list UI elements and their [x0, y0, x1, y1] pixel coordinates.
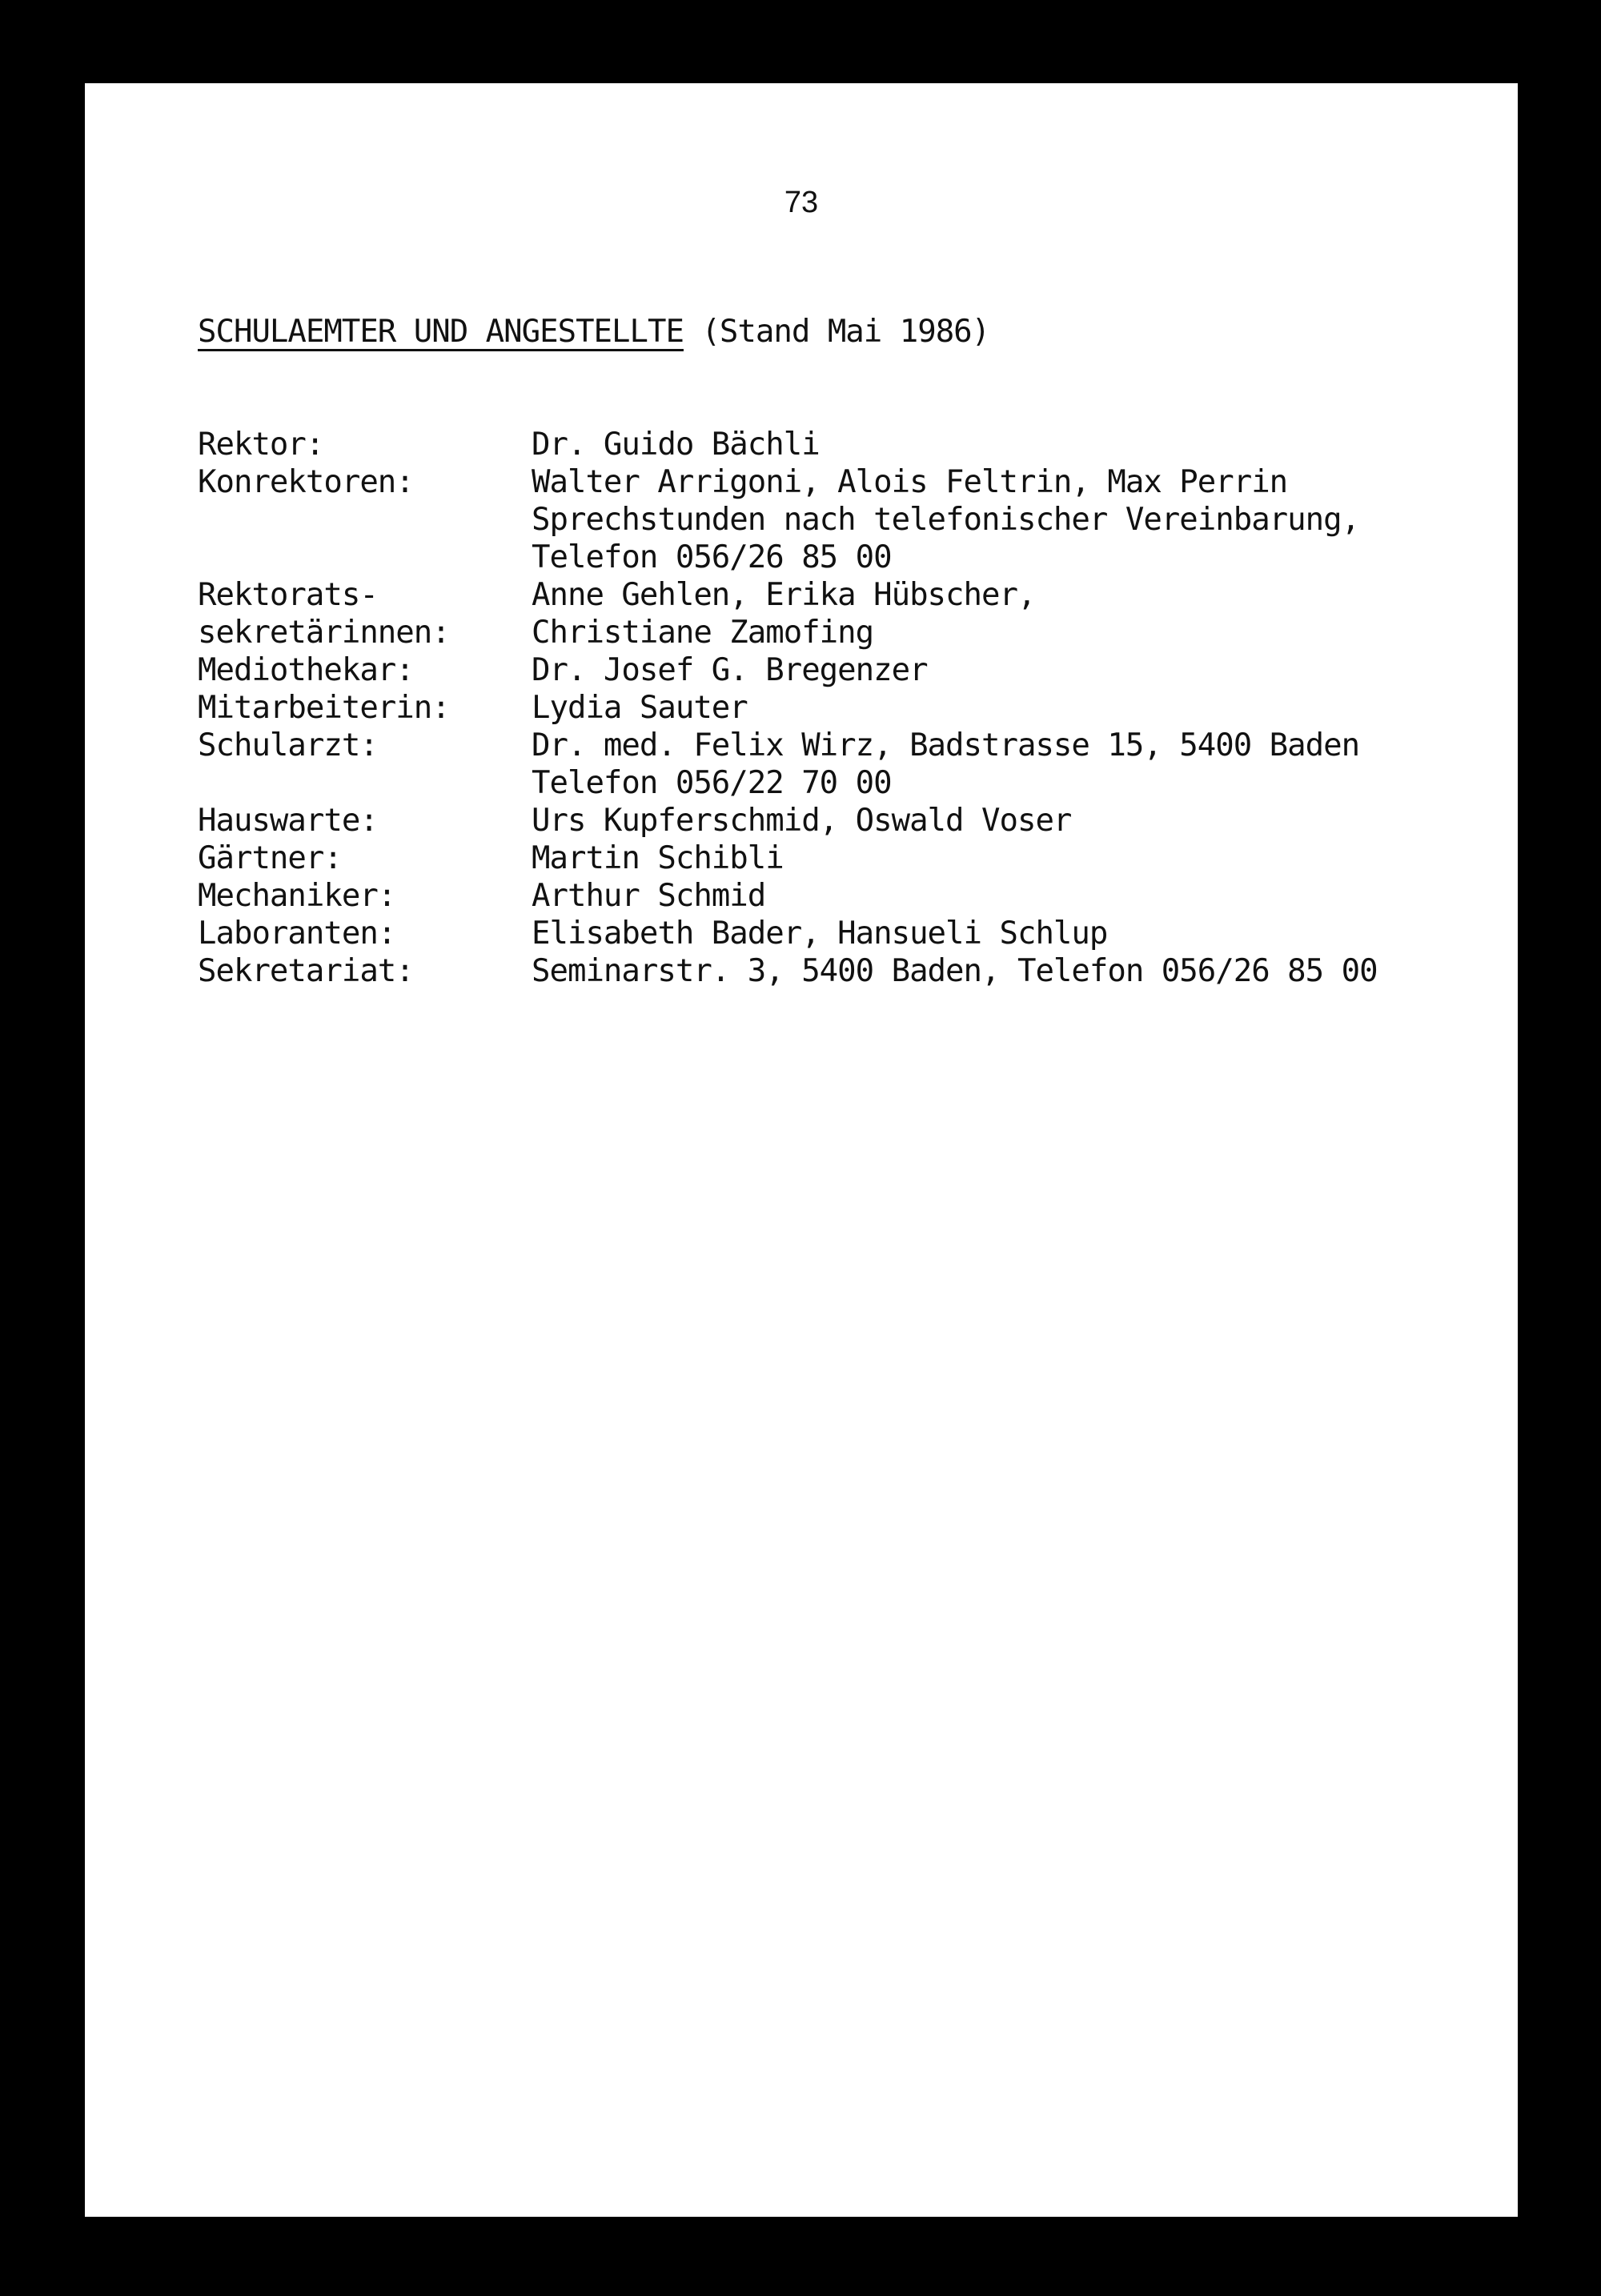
- entry-value-line: Martin Schibli: [532, 840, 784, 876]
- entry-value: [532, 915, 1479, 952]
- entry-label-line: Rektor:: [198, 427, 324, 463]
- entry-value-line: Dr. med. Felix Wirz, Badstrasse 15, 5400 Baden: [532, 727, 1360, 763]
- entry-value-line: Anne Gehlen, Erika Hübscher,: [532, 577, 1036, 613]
- entry-label-line: Rektorats-: [198, 577, 378, 613]
- staff-entry: [198, 802, 1479, 839]
- staff-entry: [198, 689, 1479, 727]
- document-page: [85, 83, 1518, 2217]
- staff-entry: [198, 651, 1479, 689]
- staff-entry: [198, 463, 1479, 576]
- entry-value: [532, 727, 1479, 802]
- entry-label-line: Sekretariat:: [198, 953, 414, 989]
- staff-entry: [198, 426, 1479, 463]
- entry-label: [198, 463, 532, 501]
- entry-label: [198, 576, 532, 651]
- entry-value: [532, 877, 1479, 915]
- entry-label: [198, 877, 532, 915]
- entry-label-line: Konrektoren:: [198, 464, 414, 500]
- staff-entry: [198, 727, 1479, 802]
- entry-value-line: Urs Kupferschmid, Oswald Voser: [532, 803, 1072, 839]
- entry-label: [198, 426, 532, 463]
- entry-value-line: Arthur Schmid: [532, 878, 766, 914]
- entry-value-line: Christiane Zamofing: [532, 615, 874, 651]
- entry-label: [198, 727, 532, 764]
- entry-value: [532, 802, 1479, 839]
- entry-value-line: Sprechstunden nach telefonischer Vereinbarung,: [532, 502, 1360, 538]
- entry-value-line: Dr. Guido Bächli: [532, 427, 820, 463]
- entry-label: [198, 689, 532, 727]
- entry-label: [198, 802, 532, 839]
- entry-label: [198, 839, 532, 877]
- staff-entry: [198, 576, 1479, 651]
- entry-value: [532, 952, 1479, 990]
- entry-value: [532, 463, 1479, 576]
- heading-title: SCHULAEMTER UND ANGESTELLTE: [198, 314, 684, 350]
- page-number: 73: [784, 186, 819, 219]
- entry-value-line: Elisabeth Bader, Hansueli Schlup: [532, 916, 1108, 952]
- section-heading: [198, 314, 989, 350]
- staff-entry: [198, 877, 1479, 915]
- entry-value-line: Telefon 056/22 70 00: [532, 765, 892, 801]
- entry-label-line: sekretärinnen:: [198, 615, 450, 651]
- entry-label-line: Hauswarte:: [198, 803, 378, 839]
- entry-label-line: Laboranten:: [198, 916, 396, 952]
- entry-label-line: Mediothekar:: [198, 652, 414, 688]
- entry-value-line: Walter Arrigoni, Alois Feltrin, Max Perrin: [532, 464, 1288, 500]
- entry-label-line: Mitarbeiterin:: [198, 690, 450, 726]
- entry-value: [532, 839, 1479, 877]
- entry-label-line: Gärtner:: [198, 840, 342, 876]
- entry-value: [532, 576, 1479, 651]
- entry-label-line: Mechaniker:: [198, 878, 396, 914]
- entry-value-line: Dr. Josef G. Bregenzer: [532, 652, 928, 688]
- entry-value-line: Telefon 056/26 85 00: [532, 539, 892, 575]
- entry-value: [532, 426, 1479, 463]
- entry-value: [532, 651, 1479, 689]
- staff-entry: [198, 915, 1479, 952]
- entry-value-line: Lydia Sauter: [532, 690, 748, 726]
- heading-subtitle: (Stand Mai 1986): [701, 314, 990, 350]
- staff-list: [198, 426, 1479, 990]
- entry-value-line: Seminarstr. 3, 5400 Baden, Telefon 056/26 85 00: [532, 953, 1378, 989]
- entry-label: [198, 952, 532, 990]
- staff-entry: [198, 839, 1479, 877]
- entry-label: [198, 915, 532, 952]
- entry-label-line: Schularzt:: [198, 727, 378, 763]
- entry-label: [198, 651, 532, 689]
- staff-entry: [198, 952, 1479, 990]
- entry-value: [532, 689, 1479, 727]
